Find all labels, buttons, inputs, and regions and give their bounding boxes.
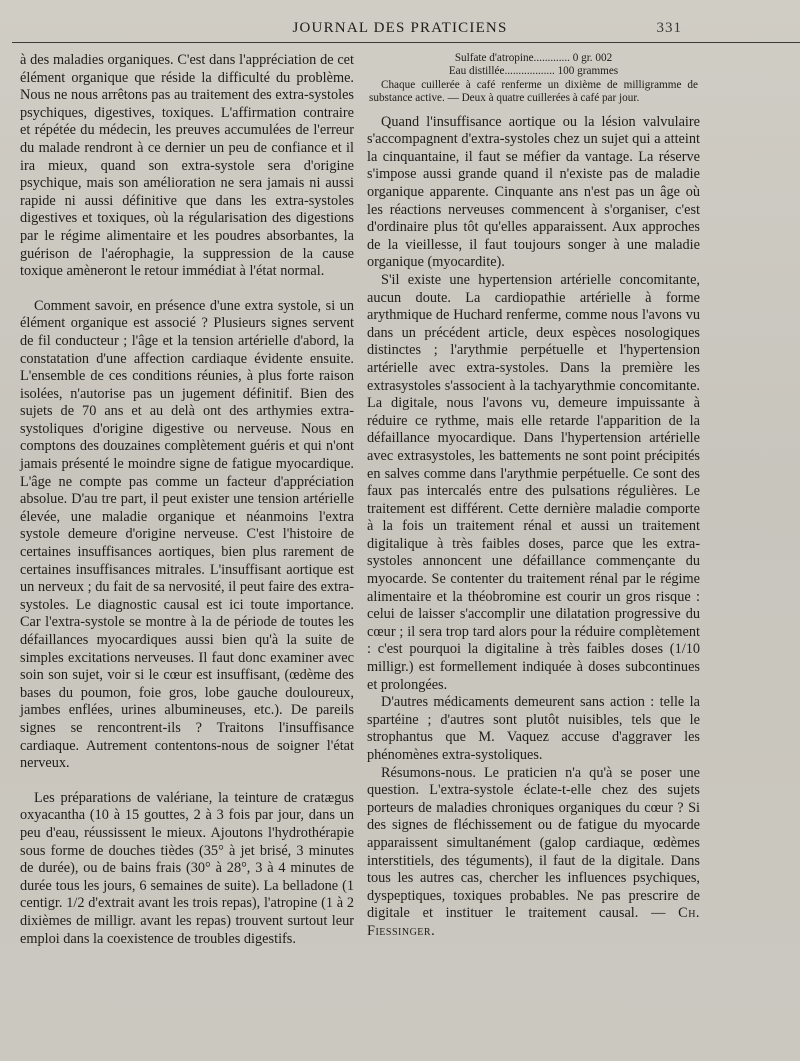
paragraph: Comment savoir, en présence d'une extra systole, si un élément organique est associé ? Plusieurs signes servent de fil conducteur ; l'âge et la tension artérielle d'abord, la constatation d'une affection cardiaque évidente ensuite. L'ensemble de ces conditions réunies, à plus forte raison isolées, n'autorise pas un jugement définitif. Bien des sujets de 70 ans et au delà ont des arthymies extra-systoliques d'origine digestive ou nerveuse. Nous en comptons des douzaines complètement guéris et qui n'ont jamais présenté le moindre signe de fatigue myocardique. L'âge ne compte pas comme un facteur d'appréciation absolue. D'au tre part, il peut exister une tension artérielle élevée, une maladie organique et néanmoins l'extra systole demeure d'origine nerveuse. C'est l'histoire de certaines insuffisances aortiques, bien plus rarement de certaines insuffisances mitrales. L'insuffisant aortique est un nerveux ; du fait de sa nervosité, il peut faire des extra-systoles. Le diagnostic causal est ici toute importance. Car l'extra-systole se montre à la de période de toutes les défaillances myocardiques aussi bien qu'à la suite de simples excitations nerveuses. Il faut donc examiner avec soin son sujet, voir si le cœur est insuffisant, (œdème des bases du poumon, foie gros, lobe gauche douloureux, jambes enflées, urines albumineuses, etc.). De pareils signes se rencontrent-ils ? Traitons l'insuffisance cardiaque. Autrement contentons-nous de soigner l'état nerveux.	[20, 297, 354, 772]
paragraph-text: Résumons-nous. Le praticien n'a qu'à se poser une question. L'extra-systole éclate-t-elle chez des sujets porteurs de maladies chroniques organiques du cœur ? Si des signes de fléchissement ou de fatigue du myocarde apparaissent simultanément (galop cardiaque, œdèmes interstitiels, des téguments), il faut de la digitale. Dans tous les autres cas, chercher les influences psychiques, dyspeptiques, toxiques probables. Ne pas prescrire de digitale et instituer le traitement causal. —	[367, 764, 700, 922]
paragraph: Les préparations de valériane, la teinture de cratægus oxyacantha (10 à 15 gouttes, 2 à 3 fois par jour, dans un peu d'eau, réussissent le mieux. Ajoutons l'hydrothérapie sous forme de douches tièdes (35° à jet brisé, 3 minutes de durée), ou de bains frais (30° à 28°, 3 à 4 minutes de durée tous les jours, 6 semaines de suite). La belladone (1 centigr. 1/2 d'extrait avant les trois repas), l'atropine (1 à 2 dixièmes de milligr. avant les repas) trouvent surtout leur emploi dans la coexistence de troubles digestifs.	[20, 789, 354, 947]
left-column	[20, 52, 354, 965]
running-title: JOURNAL DES PRATICIENS	[292, 20, 508, 36]
paragraph: Quand l'insuffisance aortique ou la lésion valvulaire s'accompagnent d'extra-systoles chez un sujet qui a atteint la cinquantaine, il faut se méfier da vantage. La réserve s'impose aussi grande quand il n'existe pas de maladie organique apparente. Cinquante ans n'est pas un âge où les réactions nerveuses commencent à s'organiser, c'est d'ordinaire plus tôt qu'elles apparaissent. Aux approches de la vieillesse, il faut toujours songer à une maladie organique (myocardite).	[367, 113, 700, 271]
header-rule	[12, 42, 800, 43]
paragraph	[367, 765, 700, 941]
paragraph: à des maladies organiques. C'est dans l'appréciation de cet élément organique que réside la difficulté du problème. Nous ne nous arrêtons pas au traitement des extra-systoles psychiques, digestives, toxiques. L'affirmation contraire et répétée du médecin, les preuves accumulées de l'erreur du malade rendront à ce dernier un peu de confiance et il ira mieux, quand son extra-systole sera d'origine psychique, mais son amélioration ne sera jamais ni aussi rapide ni aussi définitive que dans les extra-systoles digestives et toxiques, où la régularisation des digestions par le régime alimentaire et les poudres absorbantes, la guérison de l'aérophagie, la suppression de la cause toxique amèneront le retour immédiat à l'état normal.	[20, 52, 354, 280]
right-column	[367, 52, 700, 941]
page-header	[0, 20, 800, 44]
author-signature: Ch. Fiessinger.	[367, 905, 700, 939]
page-number: 331	[656, 20, 682, 36]
formula-line: Eau distillée.................. 100 grammes	[448, 65, 619, 78]
formula-note: Chaque cuillerée à café renferme un dixième de milligramme de substance active. — Deux à quatre cuillerées à café par jour.	[369, 78, 698, 105]
paragraph: S'il existe une hypertension artérielle concomitante, aucun doute. La cardiopathie artérielle à forme arythmique de Huchard renferme, comme nous l'avons vu dans un précédent article, deux espèces nosologiques distinctes ; l'arythmie perpétuelle et l'hypertension artérielle avec extra-systoles. Dans la première les extrasystoles s'associent à la tachyarythmie concomitante. La digitale, nous l'avons vu, demeure impuissante à réduire ce rythme, mais elle retarde l'apparition de la défaillance myocardique. Dans l'hypertension artérielle avec extrasystoles, les battements ne sont point précipités en salves comme dans l'arythmie perpétuelle. Ce sont des faux pas intercalés entre des pulsations régulières. Le traitement est différent. Cette dernière maladie comporte à la fois un traitement rénal et aussi un traitement digitalique à très faibles doses, parce que les extra-systoles annoncent une défaillance commençante du myocarde. Se contenter du traitement rénal par le régime alimentaire et la théobromine est courir un gros risque : celui de laisser s'accomplir une dilatation progressive du cœur ; il sera trop tard alors pour la réduire complètement : c'est pourquoi la digitaline à très faibles doses (1/10 milligr.) est formellement indiquée à doses subcontinues et prolongées.	[367, 271, 700, 693]
paragraph: D'autres médicaments demeurent sans action : telle la spartéine ; d'autres sont plutôt nuisibles, tels que le strophantus que M. Vaquez accuse d'aggraver les phénomènes extra-systoliques.	[367, 694, 700, 763]
prescription-formula	[367, 52, 700, 106]
formula-line: Sulfate d'atropine............. 0 gr. 002	[454, 52, 613, 64]
